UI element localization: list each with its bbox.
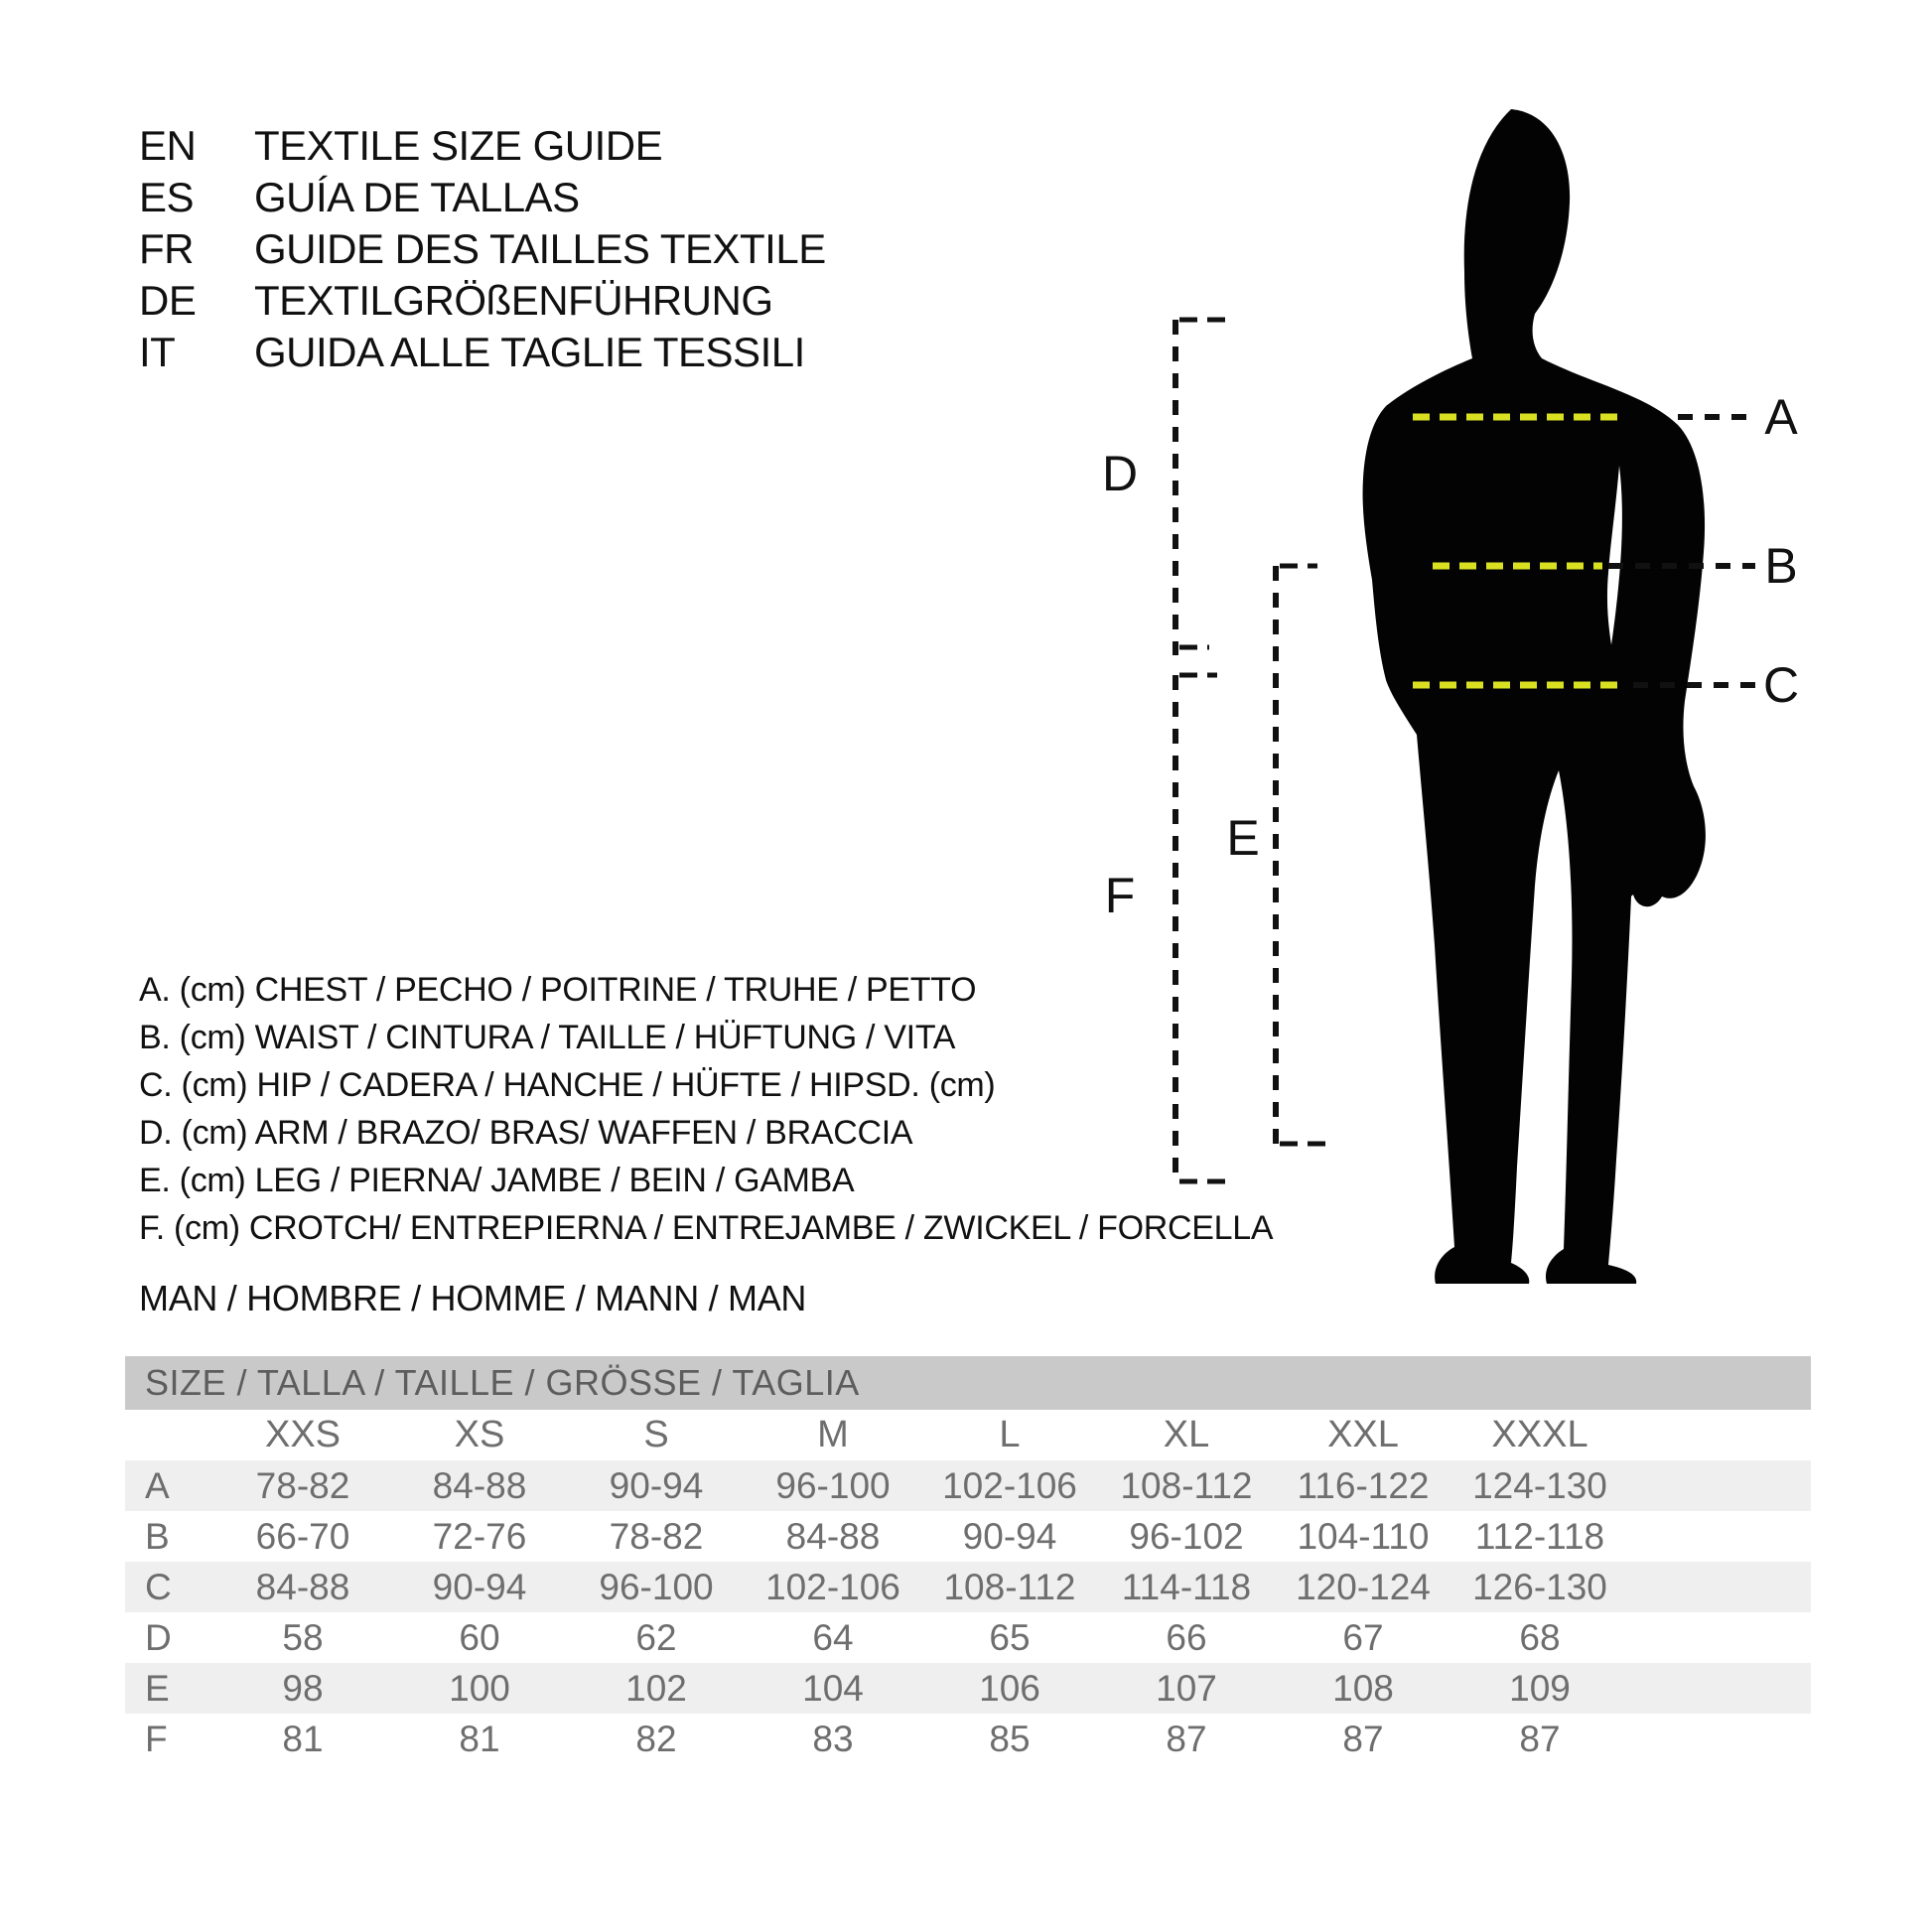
size-xxl: XXL: [1327, 1414, 1399, 1455]
label-B: B: [1764, 538, 1798, 594]
lang-row-de: [139, 275, 826, 327]
cell: 90-94: [962, 1515, 1057, 1557]
cell: 83: [812, 1718, 854, 1759]
lang-code-fr: FR: [139, 225, 194, 272]
lang-title-en: TEXTILE SIZE GUIDE: [254, 122, 663, 169]
lang-row-it: [139, 327, 826, 378]
size-columns-row: [125, 1410, 1811, 1460]
cell: 82: [635, 1718, 677, 1759]
table-row-E: [125, 1663, 1811, 1714]
label-D: D: [1101, 446, 1139, 501]
legend-leg: E. (cm) LEG / PIERNA/ JAMBE / BEIN / GAMBA: [139, 1162, 855, 1199]
label-C: C: [1762, 657, 1800, 713]
cell: 96-100: [775, 1464, 891, 1506]
lang-title-de: TEXTILGRÖßENFÜHRUNG: [254, 277, 773, 324]
cell: 90-94: [432, 1566, 527, 1607]
measurement-legend: [139, 966, 1273, 1252]
cell: 78-82: [255, 1464, 350, 1506]
table-row-D: [125, 1612, 1811, 1663]
table-row-B: [125, 1511, 1811, 1562]
cell: 60: [459, 1616, 500, 1658]
cell: 62: [635, 1616, 677, 1658]
table-row-C: [125, 1562, 1811, 1612]
cell: 112-118: [1474, 1515, 1605, 1557]
table-row-F: [125, 1714, 1811, 1764]
cell: 108: [1332, 1667, 1394, 1709]
size-xxxl: XXXL: [1491, 1414, 1588, 1455]
legend-arm: D. (cm) ARM / BRAZO/ BRAS/ WAFFEN / BRACCIA: [139, 1114, 913, 1152]
cell: 84-88: [255, 1566, 350, 1607]
lang-row-en: [139, 120, 826, 172]
legend-hip: C. (cm) HIP / CADERA / HANCHE / HÜFTE / HIPSD. (cm): [139, 1066, 996, 1104]
man-silhouette: [1363, 109, 1706, 1284]
cell: 65: [989, 1616, 1031, 1658]
cell: 85: [989, 1718, 1031, 1759]
label-E: E: [1226, 810, 1260, 866]
size-table: [125, 1356, 1811, 1764]
cell: 116-122: [1297, 1464, 1430, 1506]
cell: 104-110: [1297, 1515, 1430, 1557]
row-label: A: [145, 1464, 170, 1506]
size-xl: XL: [1163, 1414, 1210, 1455]
cell: 68: [1519, 1616, 1561, 1658]
cell: 96-102: [1129, 1515, 1244, 1557]
size-xxs: XXS: [264, 1414, 342, 1455]
lang-code-it: IT: [139, 329, 176, 375]
cell: 102: [625, 1667, 687, 1709]
label-F: F: [1104, 868, 1136, 923]
size-s: S: [643, 1414, 669, 1455]
cell: 81: [282, 1718, 324, 1759]
cell: 87: [1519, 1718, 1561, 1759]
label-A: A: [1764, 389, 1798, 445]
cell: 72-76: [432, 1515, 527, 1557]
cell: 100: [449, 1667, 510, 1709]
legend-crotch: F. (cm) CROTCH/ ENTREPIERNA / ENTREJAMBE / ZWICKEL / FORCELLA: [139, 1209, 1274, 1247]
cell: 106: [979, 1667, 1040, 1709]
row-label: F: [145, 1718, 168, 1759]
cell: 78-82: [609, 1515, 704, 1557]
lang-code-es: ES: [139, 174, 195, 220]
legend-chest: A. (cm) CHEST / PECHO / POITRINE / TRUHE / PETTO: [139, 971, 977, 1009]
cell: 67: [1342, 1616, 1384, 1658]
row-label: C: [145, 1566, 172, 1607]
lang-row-fr: [139, 223, 826, 275]
lang-title-fr: GUIDE DES TAILLES TEXTILE: [254, 225, 826, 272]
cell: 114-118: [1121, 1566, 1252, 1607]
cell: 58: [282, 1616, 324, 1658]
cell: 66-70: [255, 1515, 350, 1557]
row-label: D: [145, 1616, 172, 1658]
cell: 84-88: [785, 1515, 881, 1557]
cell: 96-100: [599, 1566, 714, 1607]
cell: 87: [1342, 1718, 1384, 1759]
cell: 107: [1156, 1667, 1217, 1709]
cell: 87: [1166, 1718, 1207, 1759]
lang-title-es: GUÍA DE TALLAS: [254, 174, 580, 220]
size-table-header: SIZE / TALLA / TAILLE / GRÖSSE / TAGLIA: [125, 1356, 1811, 1410]
cell: 108-112: [943, 1566, 1076, 1607]
cell: 124-130: [1472, 1464, 1607, 1506]
size-xs: XS: [454, 1414, 505, 1455]
cell: 98: [282, 1667, 324, 1709]
legend-waist: B. (cm) WAIST / CINTURA / TAILLE / HÜFTUNG / VITA: [139, 1019, 956, 1056]
row-label: E: [145, 1667, 170, 1709]
cell: 102-106: [765, 1566, 900, 1607]
lang-row-es: [139, 172, 826, 223]
gender-line: MAN / HOMBRE / HOMME / MANN / MAN: [139, 1278, 807, 1318]
table-row-A: [125, 1460, 1811, 1511]
cell: 108-112: [1120, 1464, 1253, 1506]
size-m: M: [817, 1414, 849, 1455]
cell: 64: [812, 1616, 854, 1658]
cell: 66: [1166, 1616, 1207, 1658]
lang-code-de: DE: [139, 277, 197, 324]
cell: 102-106: [942, 1464, 1077, 1506]
cell: 109: [1509, 1667, 1571, 1709]
size-l: L: [999, 1414, 1021, 1455]
lang-code-en: EN: [139, 122, 197, 169]
cell: 81: [459, 1718, 500, 1759]
cell: 90-94: [609, 1464, 704, 1506]
lang-title-it: GUIDA ALLE TAGLIE TESSILI: [254, 329, 805, 375]
row-label: B: [145, 1515, 170, 1557]
cell: 126-130: [1472, 1566, 1607, 1607]
language-title-block: [139, 120, 826, 378]
cell: 120-124: [1296, 1566, 1431, 1607]
cell: 84-88: [432, 1464, 527, 1506]
cell: 104: [802, 1667, 864, 1709]
